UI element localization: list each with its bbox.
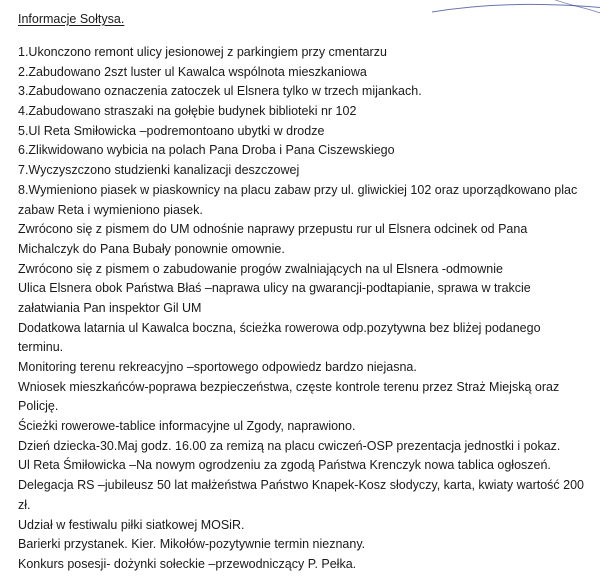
text-line: 5.Ul Reta Smiłowicka –podremontoano ubytki w drodze xyxy=(18,123,325,138)
text-line: Zwrócono się z pismem do UM odnośnie naprawy przepustu rur ul Elsnera odcinek od Pana xyxy=(18,222,528,237)
text-line: Dodatkowa latarnia ul Kawalca boczna, ścieżka rowerowa odp.pozytywna bez bliżej podanego xyxy=(18,320,541,335)
text-line: zabaw Reta i wymieniono piasek. xyxy=(18,202,203,217)
text-line: 3.Zabudowano oznaczenia zatoczek ul Elsnera tylko w trzech mijankach. xyxy=(18,84,422,99)
text-line: Udział w festiwalu piłki siatkowej MOSiR. xyxy=(18,517,245,532)
text-line: 6.Zlikwidowano wybicia na polach Pana Droba i Pana Ciszewskiego xyxy=(18,143,395,158)
text-line: 8.Wymieniono piasek w piaskownicy na placu zabaw przy ul. gliwickiej 102 oraz uporządkowano plac xyxy=(18,182,578,197)
text-line: 7.Wyczyszczono studzienki kanalizacji deszczowej xyxy=(18,163,300,178)
text-line: 2.Zabudowano 2szt luster ul Kawalca wspólnota mieszkaniowa xyxy=(18,64,367,79)
pen-stroke-path-2 xyxy=(550,0,600,16)
text-line: Ścieżki rowerowe-tablice informacyjne ul Zgody, naprawiono. xyxy=(18,419,356,434)
text-line: Michalczyk do Pana Bubały ponownie omownie. xyxy=(18,241,285,256)
document-title: Informacje Sołtysa. xyxy=(18,12,125,26)
text-line: Delegacja RS –jubileusz 50 lat małżeństwa Państwo Knapek-Kosz słodyczy, karta, kwiaty wartość 200 xyxy=(18,478,585,493)
text-line: 1.Ukonczono remont ulicy jesionowej z parkingiem przy cmentarzu xyxy=(18,45,387,59)
text-line: Policję. xyxy=(18,399,59,414)
text-line: Monitoring terenu rekreacyjno –sportowego odpowiedz bardzo niejasna. xyxy=(18,360,417,374)
text-line: Konkurs posesji- dożynki sołeckie –przewodniczący P. Pełka. xyxy=(18,556,357,571)
text-line: Wniosek mieszkańców-poprawa bezpieczeństwa, częste kontrole terenu przez Straż Miejską oraz xyxy=(18,379,560,394)
text-line: Ulica Elsnera obok Państwa Błaś –naprawa ulicy na gwarancji-podtapianie, sprawa w trakcie xyxy=(18,281,531,296)
pen-stroke-mark xyxy=(430,0,600,22)
text-line: zł. xyxy=(18,497,31,512)
text-line: załatwiania Pan inspektor Gil UM xyxy=(18,300,202,315)
text-line: terminu. xyxy=(18,340,64,355)
text-line: 4.Zabudowano straszaki na gołębie budynek biblioteki nr 102 xyxy=(18,104,357,119)
document-body xyxy=(18,43,593,575)
text-line: Zwrócono się z pismem o zabudowanie progów zwalniających na ul Elsnera -odmownie xyxy=(18,261,503,276)
text-line: Dzień dziecka-30.Maj godz. 16.00 za remizą na placu cwiczeń-OSP prezentacja jednostki i pokaz. xyxy=(18,438,561,453)
text-line: Ul Reta Śmiłowicka –Na nowym ogrodzeniu za zgodą Państwa Krenczyk nowa tablica ogłoszeń. xyxy=(18,458,551,473)
text-line: Barierki przystanek. Kier. Mikołów-pozytywnie termin nieznany. xyxy=(18,537,366,552)
